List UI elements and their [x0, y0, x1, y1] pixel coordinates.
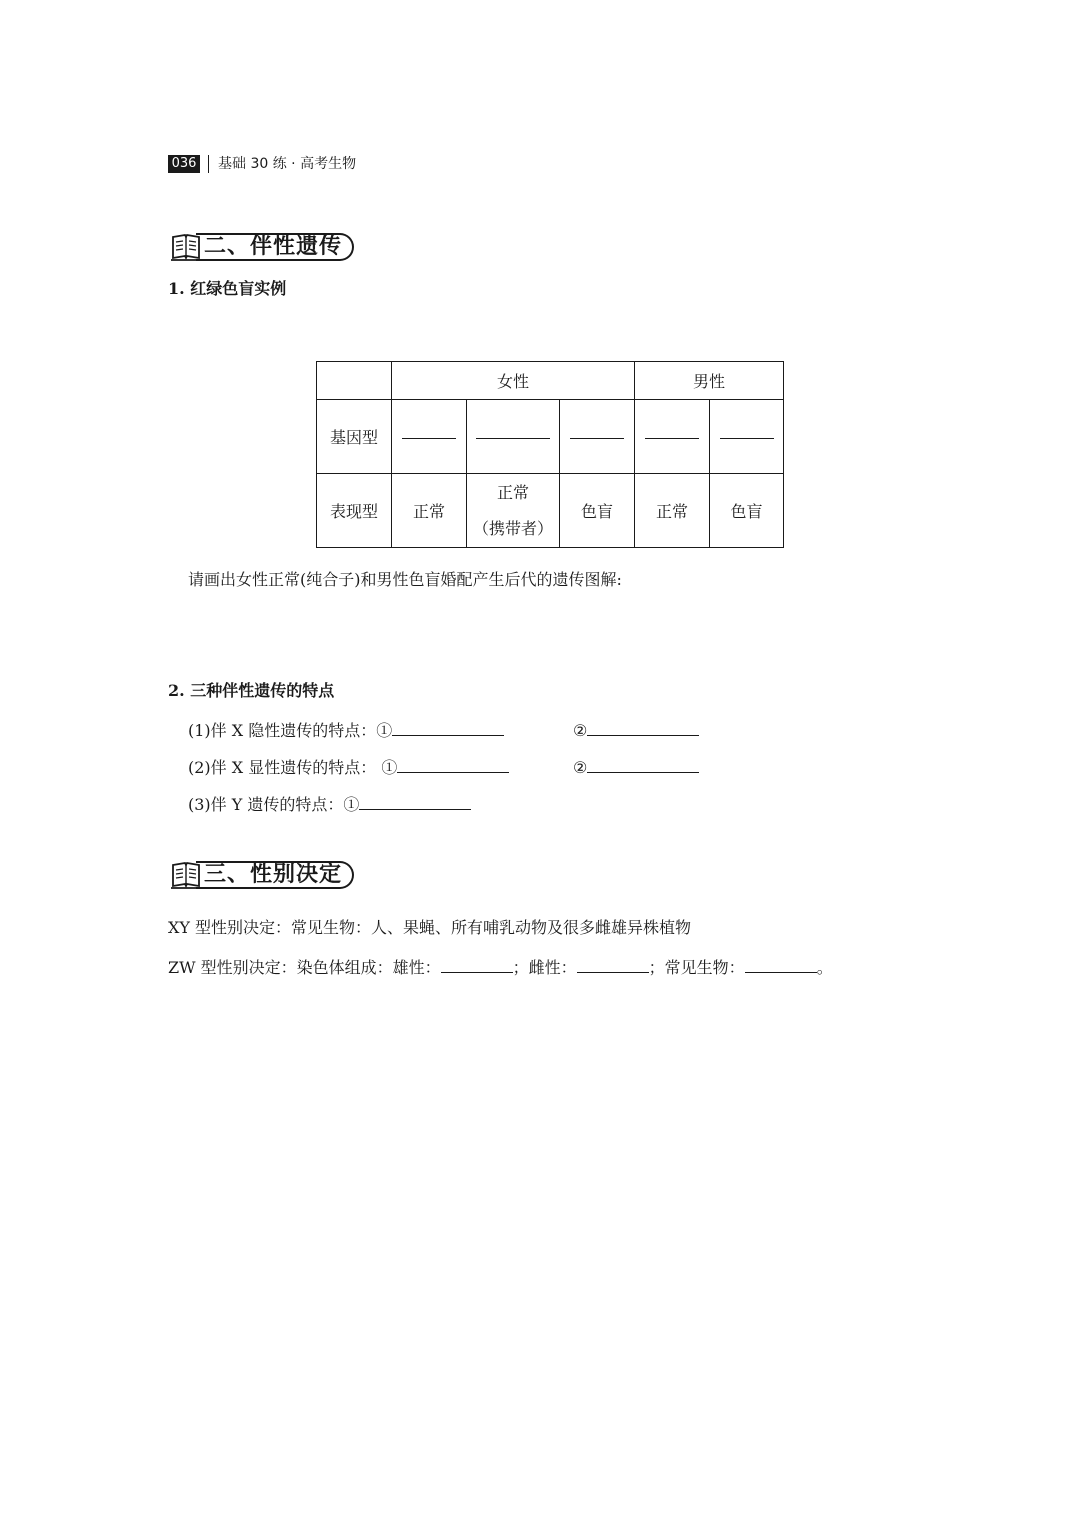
zw-female-label: ；雌性： [512, 958, 577, 977]
trait-label: (2)伴 X 显性遗传的特点： ① [188, 758, 398, 777]
book-icon [170, 860, 202, 890]
zw-end: 。 [816, 958, 833, 977]
phenotype-cell: 色盲 [710, 474, 784, 548]
genotype-blank[interactable] [645, 437, 699, 439]
phenotype-text: 正常 [496, 482, 529, 502]
zw-determination-line [168, 954, 833, 980]
trait-second-marker: ② [573, 758, 588, 777]
item-title-color-blindness: 1. 红绿色盲实例 [168, 279, 287, 298]
trait-line-x-recessive-2 [573, 717, 699, 743]
genotype-label: 基因型 [317, 400, 392, 474]
female-chromosome-blank[interactable] [577, 954, 649, 973]
male-chromosome-blank[interactable] [441, 954, 513, 973]
section-heading-sex-determination [170, 859, 360, 893]
trait-line-x-dominant [188, 754, 509, 780]
phenotype-note: （携带者） [472, 518, 553, 538]
phenotype-label: 表现型 [317, 474, 392, 548]
zw-prefix: ZW 型性别决定：染色体组成：雄性： [168, 958, 441, 977]
pedigree-prompt: 请画出女性正常(纯合子)和男性色盲婚配产生后代的遗传图解: [188, 570, 622, 589]
genotype-blank-cell [392, 400, 467, 474]
book-title: 基础 30 练 · 高考生物 [218, 156, 357, 172]
section-title: 二、伴性遗传 [204, 234, 343, 259]
genotype-blank-cell [710, 400, 784, 474]
male-header: 男性 [635, 362, 784, 400]
answer-blank[interactable] [587, 754, 699, 773]
xy-determination-line: XY 型性别决定：常见生物：人、果蝇、所有哺乳动物及很多雌雄异株植物 [168, 918, 692, 937]
trait-line-x-dominant-2 [573, 754, 699, 780]
female-header: 女性 [392, 362, 635, 400]
answer-blank[interactable] [587, 717, 699, 736]
genotype-phenotype-table [316, 361, 784, 548]
phenotype-cell: 色盲 [560, 474, 635, 548]
section-title: 三、性别决定 [204, 862, 343, 887]
genotype-blank-cell [560, 400, 635, 474]
organisms-blank[interactable] [745, 954, 817, 973]
trait-second-marker: ② [573, 721, 588, 740]
section-heading-sex-linked [170, 231, 360, 265]
phenotype-cell: 正常 [392, 474, 467, 548]
trait-label: (3)伴 Y 遗传的特点：① [188, 795, 360, 814]
genotype-blank-cell [635, 400, 710, 474]
answer-blank[interactable] [397, 754, 509, 773]
genotype-blank[interactable] [476, 437, 550, 439]
trait-line-y-linked [188, 791, 471, 817]
trait-label: (1)伴 X 隐性遗传的特点：① [188, 721, 393, 740]
table-corner-cell [317, 362, 392, 400]
genotype-blank-cell [467, 400, 560, 474]
trait-line-x-recessive [188, 717, 504, 743]
genotype-blank[interactable] [402, 437, 456, 439]
phenotype-cell [467, 474, 560, 548]
zw-organisms-label: ；常见生物： [648, 958, 745, 977]
answer-blank[interactable] [392, 717, 504, 736]
item-title-three-types: 2. 三种伴性遗传的特点 [168, 681, 335, 700]
book-icon [170, 232, 202, 262]
answer-blank[interactable] [359, 791, 471, 810]
page-number: 036 [168, 155, 200, 173]
genotype-blank[interactable] [720, 437, 774, 439]
genotype-blank[interactable] [570, 437, 624, 439]
phenotype-cell: 正常 [635, 474, 710, 548]
header-divider [208, 155, 209, 173]
